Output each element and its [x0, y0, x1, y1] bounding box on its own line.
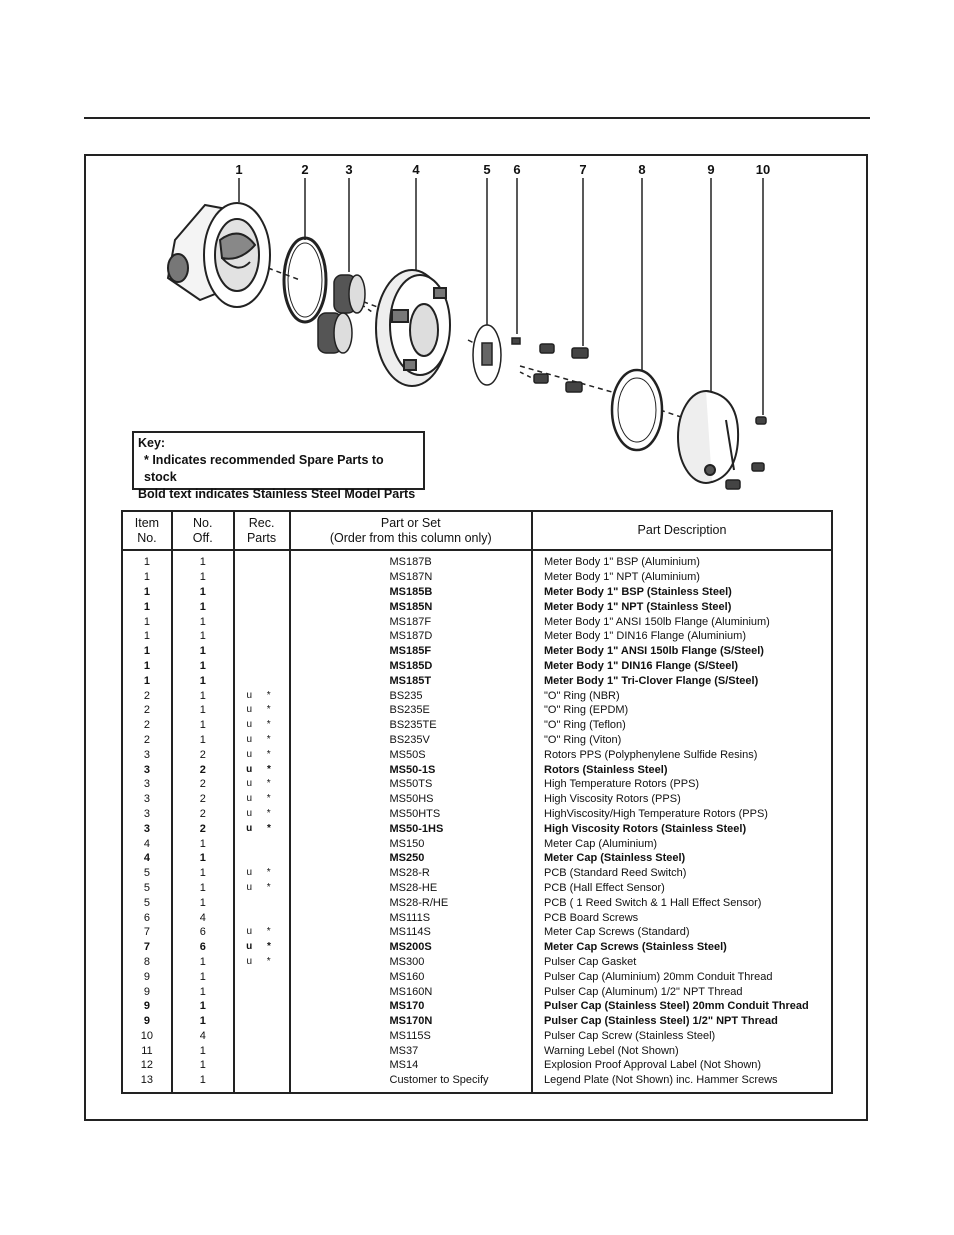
cell-part-description: Rotors PPS (Polyphenylene Sulfide Resins)	[532, 747, 832, 762]
callout-1: 1	[235, 162, 243, 177]
table-row	[122, 851, 832, 866]
cell-part-description: Explosion Proof Approval Label (Not Shown)	[532, 1058, 832, 1073]
cell-rec-parts	[234, 836, 290, 851]
cell-item-no: 10	[122, 1029, 172, 1044]
table-row	[122, 895, 832, 910]
cell-rec-parts: u *	[234, 777, 290, 792]
cell-rec-parts	[234, 910, 290, 925]
cell-part-number: MS37	[290, 1043, 533, 1058]
callout-9: 9	[707, 162, 715, 177]
cell-part-description: Meter Cap (Aluminium)	[532, 836, 832, 851]
cell-part-number: Customer to Specify	[290, 1073, 533, 1093]
cell-item-no: 3	[122, 747, 172, 762]
table-row	[122, 866, 832, 881]
cell-part-number: MS170	[290, 999, 533, 1014]
cell-no-off: 1	[172, 1058, 234, 1073]
cell-item-no: 2	[122, 733, 172, 748]
table-row	[122, 1029, 832, 1044]
cell-rec-parts	[234, 984, 290, 999]
table-row	[122, 599, 832, 614]
cell-part-number: MS28-HE	[290, 881, 533, 896]
cell-part-number: MS200S	[290, 940, 533, 955]
table-row	[122, 777, 832, 792]
cell-rec-parts	[234, 599, 290, 614]
cell-item-no: 7	[122, 925, 172, 940]
table-row	[122, 718, 832, 733]
parts-table	[121, 510, 833, 1094]
cell-item-no: 1	[122, 629, 172, 644]
cell-part-number: MS185F	[290, 644, 533, 659]
callout-3: 3	[345, 162, 353, 177]
cell-rec-parts	[234, 1043, 290, 1058]
cell-item-no: 9	[122, 1014, 172, 1029]
cell-item-no: 3	[122, 762, 172, 777]
top-rule	[84, 117, 870, 119]
cell-part-number: MS28-R/HE	[290, 895, 533, 910]
header-no-off: No. Off.	[172, 511, 234, 550]
cell-item-no: 1	[122, 570, 172, 585]
cell-item-no: 9	[122, 999, 172, 1014]
cell-no-off: 1	[172, 599, 234, 614]
cell-part-description: Meter Body 1" ANSI 150lb Flange (Aluminium)	[532, 614, 832, 629]
cell-part-description: "O" Ring (Teflon)	[532, 718, 832, 733]
header-item-no: Item No.	[122, 511, 172, 550]
cell-rec-parts	[234, 659, 290, 674]
table-row	[122, 984, 832, 999]
cell-rec-parts	[234, 570, 290, 585]
cell-item-no: 2	[122, 718, 172, 733]
table-row	[122, 688, 832, 703]
table-row	[122, 673, 832, 688]
cell-no-off: 1	[172, 718, 234, 733]
cell-item-no: 4	[122, 836, 172, 851]
table-row	[122, 792, 832, 807]
cell-item-no: 9	[122, 969, 172, 984]
cell-part-number: MS185D	[290, 659, 533, 674]
cell-part-description: High Viscosity Rotors (PPS)	[532, 792, 832, 807]
cell-part-number: MS250	[290, 851, 533, 866]
cell-part-number: MS115S	[290, 1029, 533, 1044]
cell-part-description: Warning Lebel (Not Shown)	[532, 1043, 832, 1058]
cell-no-off: 1	[172, 673, 234, 688]
cell-item-no: 3	[122, 777, 172, 792]
cell-rec-parts	[234, 550, 290, 570]
cell-no-off: 1	[172, 1014, 234, 1029]
cell-part-number: MS50TS	[290, 777, 533, 792]
cell-no-off: 2	[172, 807, 234, 822]
cell-no-off: 1	[172, 614, 234, 629]
cell-no-off: 1	[172, 881, 234, 896]
cell-part-number: MS114S	[290, 925, 533, 940]
table-row	[122, 807, 832, 822]
table-row	[122, 999, 832, 1014]
cell-item-no: 3	[122, 821, 172, 836]
table-row	[122, 733, 832, 748]
cell-part-number: MS187D	[290, 629, 533, 644]
cell-no-off: 1	[172, 659, 234, 674]
cell-no-off: 1	[172, 955, 234, 970]
table-row	[122, 762, 832, 777]
callout-2: 2	[301, 162, 309, 177]
cell-part-number: MS50HTS	[290, 807, 533, 822]
cell-part-number: MS185B	[290, 585, 533, 600]
cell-item-no: 13	[122, 1073, 172, 1093]
cell-rec-parts: u *	[234, 733, 290, 748]
callout-5: 5	[483, 162, 491, 177]
cell-rec-parts	[234, 999, 290, 1014]
cell-rec-parts	[234, 673, 290, 688]
cell-part-description: PCB ( 1 Reed Switch & 1 Hall Effect Sensor)	[532, 895, 832, 910]
cell-part-number: MS14	[290, 1058, 533, 1073]
cell-part-description: PCB (Hall Effect Sensor)	[532, 881, 832, 896]
cell-part-description: Meter Body 1" DIN16 Flange (S/Steel)	[532, 659, 832, 674]
key-spare-parts-note: * Indicates recommended Spare Parts to stock	[144, 453, 384, 484]
cell-no-off: 6	[172, 940, 234, 955]
table-row	[122, 644, 832, 659]
key-box	[132, 431, 425, 501]
cell-no-off: 1	[172, 585, 234, 600]
cell-part-number: BS235TE	[290, 718, 533, 733]
cell-item-no: 12	[122, 1058, 172, 1073]
cell-no-off: 1	[172, 1043, 234, 1058]
key-bold-text-note: Bold text indicates Stainless Steel Model Parts	[138, 487, 416, 501]
cell-part-description: Pulser Cap Gasket	[532, 955, 832, 970]
cell-rec-parts: u *	[234, 703, 290, 718]
cell-part-number: MS150	[290, 836, 533, 851]
cell-rec-parts	[234, 895, 290, 910]
callout-4: 4	[412, 162, 420, 177]
table-row	[122, 955, 832, 970]
cell-item-no: 1	[122, 599, 172, 614]
cell-item-no: 3	[122, 807, 172, 822]
cell-part-number: MS185N	[290, 599, 533, 614]
cell-no-off: 2	[172, 777, 234, 792]
cell-part-number: MS111S	[290, 910, 533, 925]
table-row	[122, 585, 832, 600]
cell-part-number: MS300	[290, 955, 533, 970]
cell-part-number: MS50S	[290, 747, 533, 762]
cell-part-description: Meter Cap Screws (Stainless Steel)	[532, 940, 832, 955]
cell-rec-parts: u *	[234, 866, 290, 881]
cell-part-number: MS50-1HS	[290, 821, 533, 836]
cell-no-off: 2	[172, 792, 234, 807]
cell-item-no: 2	[122, 703, 172, 718]
cell-item-no: 8	[122, 955, 172, 970]
cell-part-description: Meter Body 1" Tri-Clover Flange (S/Steel)	[532, 673, 832, 688]
cell-part-number: MS185T	[290, 673, 533, 688]
header-rec-parts: Rec. Parts	[234, 511, 290, 550]
cell-part-description: "O" Ring (EPDM)	[532, 703, 832, 718]
cell-no-off: 1	[172, 703, 234, 718]
table-row	[122, 747, 832, 762]
table-row	[122, 570, 832, 585]
cell-rec-parts	[234, 851, 290, 866]
cell-item-no: 1	[122, 614, 172, 629]
cell-rec-parts	[234, 629, 290, 644]
cell-part-number: MS50-1S	[290, 762, 533, 777]
cell-part-number: MS160	[290, 969, 533, 984]
table-row	[122, 1014, 832, 1029]
cell-part-number: BS235E	[290, 703, 533, 718]
cell-no-off: 1	[172, 570, 234, 585]
cell-rec-parts	[234, 1073, 290, 1093]
cell-no-off: 6	[172, 925, 234, 940]
cell-item-no: 1	[122, 585, 172, 600]
cell-part-number: MS187N	[290, 570, 533, 585]
cell-item-no: 7	[122, 940, 172, 955]
cell-rec-parts: u *	[234, 718, 290, 733]
table-row	[122, 1043, 832, 1058]
cell-part-description: Rotors (Stainless Steel)	[532, 762, 832, 777]
cell-rec-parts	[234, 1014, 290, 1029]
cell-item-no: 1	[122, 550, 172, 570]
cell-rec-parts	[234, 644, 290, 659]
cell-no-off: 2	[172, 747, 234, 762]
cell-part-description: Meter Body 1" NPT (Stainless Steel)	[532, 599, 832, 614]
cell-part-number: MS187F	[290, 614, 533, 629]
cell-item-no: 6	[122, 910, 172, 925]
callout-8: 8	[638, 162, 646, 177]
table-row	[122, 940, 832, 955]
table-row	[122, 1058, 832, 1073]
cell-rec-parts: u *	[234, 747, 290, 762]
table-row	[122, 629, 832, 644]
table-header-row	[122, 511, 832, 550]
table-row	[122, 925, 832, 940]
cell-item-no: 3	[122, 792, 172, 807]
cell-item-no: 5	[122, 866, 172, 881]
cell-part-description: High Viscosity Rotors (Stainless Steel)	[532, 821, 832, 836]
key-title: Key:	[138, 436, 166, 450]
cell-no-off: 1	[172, 733, 234, 748]
cell-part-description: Meter Body 1" BSP (Aluminium)	[532, 550, 832, 570]
cell-part-description: Pulser Cap (Stainless Steel) 20mm Conduit Thread	[532, 999, 832, 1014]
cell-no-off: 1	[172, 836, 234, 851]
cell-part-description: Meter Body 1" DIN16 Flange (Aluminium)	[532, 629, 832, 644]
cell-no-off: 4	[172, 910, 234, 925]
cell-part-number: BS235V	[290, 733, 533, 748]
cell-item-no: 5	[122, 881, 172, 896]
parts-table-body	[122, 550, 832, 1093]
callout-7: 7	[579, 162, 587, 177]
cell-rec-parts: u *	[234, 688, 290, 703]
cell-item-no: 5	[122, 895, 172, 910]
cell-no-off: 4	[172, 1029, 234, 1044]
cell-no-off: 1	[172, 866, 234, 881]
cell-part-description: Meter Body 1" BSP (Stainless Steel)	[532, 585, 832, 600]
cell-part-description: HighViscosity/High Temperature Rotors (PPS)	[532, 807, 832, 822]
cell-rec-parts	[234, 969, 290, 984]
cell-no-off: 1	[172, 1073, 234, 1093]
cell-item-no: 2	[122, 688, 172, 703]
cell-part-description: Meter Cap Screws (Standard)	[532, 925, 832, 940]
cell-part-number: MS170N	[290, 1014, 533, 1029]
cell-part-description: Meter Cap (Stainless Steel)	[532, 851, 832, 866]
cell-rec-parts: u *	[234, 762, 290, 777]
cell-item-no: 9	[122, 984, 172, 999]
cell-item-no: 1	[122, 673, 172, 688]
cell-part-number: MS187B	[290, 550, 533, 570]
cell-item-no: 1	[122, 644, 172, 659]
table-row	[122, 836, 832, 851]
cell-rec-parts: u *	[234, 955, 290, 970]
cell-no-off: 2	[172, 762, 234, 777]
table-row	[122, 659, 832, 674]
cell-rec-parts: u *	[234, 940, 290, 955]
cell-no-off: 1	[172, 851, 234, 866]
cell-part-description: Pulser Cap (Aluminium) 20mm Conduit Thread	[532, 969, 832, 984]
header-part-description: Part Description	[532, 511, 832, 550]
table-row	[122, 550, 832, 570]
cell-rec-parts	[234, 1029, 290, 1044]
cell-part-description: Legend Plate (Not Shown) inc. Hammer Screws	[532, 1073, 832, 1093]
cell-rec-parts	[234, 1058, 290, 1073]
cell-no-off: 1	[172, 895, 234, 910]
cell-item-no: 1	[122, 659, 172, 674]
cell-no-off: 1	[172, 550, 234, 570]
cell-no-off: 1	[172, 999, 234, 1014]
cell-part-description: Pulser Cap (Aluminum) 1/2" NPT Thread	[532, 984, 832, 999]
cell-part-description: PCB (Standard Reed Switch)	[532, 866, 832, 881]
cell-part-description: "O" Ring (NBR)	[532, 688, 832, 703]
cell-part-description: PCB Board Screws	[532, 910, 832, 925]
cell-item-no: 4	[122, 851, 172, 866]
header-part-or-set: Part or Set (Order from this column only)	[290, 511, 533, 550]
cell-part-description: "O" Ring (Viton)	[532, 733, 832, 748]
cell-no-off: 1	[172, 644, 234, 659]
cell-rec-parts: u *	[234, 807, 290, 822]
table-row	[122, 881, 832, 896]
cell-no-off: 1	[172, 688, 234, 703]
table-row	[122, 703, 832, 718]
cell-rec-parts: u *	[234, 821, 290, 836]
cell-part-number: MS50HS	[290, 792, 533, 807]
table-row	[122, 821, 832, 836]
callout-6: 6	[513, 162, 521, 177]
table-row	[122, 1073, 832, 1093]
cell-part-description: High Temperature Rotors (PPS)	[532, 777, 832, 792]
cell-part-number: MS28-R	[290, 866, 533, 881]
table-row	[122, 969, 832, 984]
cell-part-description: Meter Body 1" ANSI 150lb Flange (S/Steel)	[532, 644, 832, 659]
cell-rec-parts	[234, 614, 290, 629]
cell-part-description: Meter Body 1" NPT (Aluminium)	[532, 570, 832, 585]
table-row	[122, 614, 832, 629]
table-row	[122, 910, 832, 925]
cell-item-no: 11	[122, 1043, 172, 1058]
cell-part-description: Pulser Cap Screw (Stainless Steel)	[532, 1029, 832, 1044]
cell-no-off: 2	[172, 821, 234, 836]
cell-no-off: 1	[172, 984, 234, 999]
cell-no-off: 1	[172, 629, 234, 644]
cell-no-off: 1	[172, 969, 234, 984]
cell-part-description: Pulser Cap (Stainless Steel) 1/2" NPT Thread	[532, 1014, 832, 1029]
callout-10: 10	[755, 162, 771, 177]
cell-rec-parts: u *	[234, 881, 290, 896]
cell-part-number: BS235	[290, 688, 533, 703]
cell-rec-parts: u *	[234, 792, 290, 807]
cell-rec-parts	[234, 585, 290, 600]
cell-rec-parts: u *	[234, 925, 290, 940]
cell-part-number: MS160N	[290, 984, 533, 999]
